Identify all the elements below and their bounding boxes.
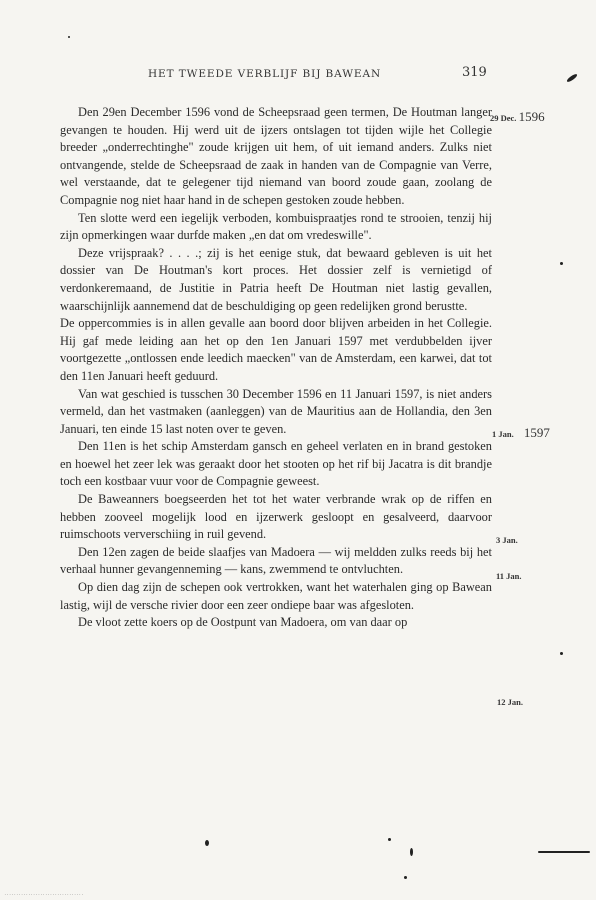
margin-note bbox=[492, 425, 550, 441]
paragraph: Deze vrijspraak? . . . .; zij is het eenige stuk, dat bewaard gebleven is uit het dossier van De Houtman's kort proces. Het dossier zelf is vernietigd of verdonkeremaand, de Justitie in Patria heeft De Houtman niet lastig gevallen, waarschijnlijk aannemend dat de beschuldiging op geen redelijken grond berustte. bbox=[60, 245, 492, 313]
ink-speck bbox=[560, 652, 563, 655]
margin-date: 29 Dec. bbox=[490, 113, 517, 123]
ink-speck bbox=[404, 876, 407, 879]
ink-speck bbox=[68, 36, 70, 38]
ink-speck bbox=[205, 840, 209, 846]
paragraph: Den 12en zagen de beide slaafjes van Madoera — wij meldden zulks reeds bij het verhaal hunner gevangenneming — kans, zwemmend te ontvluchten. bbox=[60, 544, 492, 577]
margin-date: 3 Jan. bbox=[496, 535, 518, 545]
margin-date: 11 Jan. bbox=[496, 571, 522, 581]
running-title: HET TWEEDE VERBLIJF BIJ BAWEAN bbox=[148, 68, 382, 80]
paragraph: Den 29en December 1596 vond de Scheepsraad geen termen, De Houtman langer gevangen te houden. Hij werd uit de ijzers ontslagen tot tijden wijle het Collegie breeder „onderrechtinghe" zoude krijgen uit hem, of uit iemand anders. Zulks niet ontvangende, stelde de Scheepsraad de zaak in handen van de Compagnie van Verre, wel verstaande, dat te gelegener tijd niemand van boord zoude gaan, zoolang de Compagnie nog niet haar hand in de schepen gestoken zoude hebben. bbox=[60, 105, 492, 207]
page-number: 319 bbox=[462, 65, 487, 80]
ink-speck bbox=[560, 262, 563, 265]
ink-speck bbox=[388, 838, 391, 841]
scan-stamp: ································· bbox=[4, 892, 84, 897]
running-head bbox=[0, 62, 596, 88]
paragraph: De Baweanners boegseerden het tot het water verbrande wrak op de riffen en hebben zooveel mogelijk lood en ijzerwerk gesloopt en gesalveerd, daarvoor ruimschoots ververschiing in ruil gevend. bbox=[60, 492, 492, 542]
paragraph: Den 11en is het schip Amsterdam gansch en geheel verlaten en in brand gestoken en hoewel het zeer lek was geraakt door het stooten op het rif bij Jacatra is dit brandje toch een kostbaar vuur voor de Compagnie geweest. bbox=[60, 439, 492, 489]
paragraph: De vloot zette koers op de Oostpunt van Madoera, om van daar op bbox=[78, 615, 408, 630]
margin-date: 12 Jan. bbox=[497, 697, 523, 707]
margin-year: 1597 bbox=[523, 425, 550, 440]
margin-note bbox=[497, 697, 523, 707]
paragraph: Ten slotte werd een iegelijk verboden, kombuispraatjes rond te strooien, tenzij hij zijn opmerkingen waar durfde maken „en dat om vredeswille". bbox=[60, 210, 492, 243]
margin-note bbox=[496, 535, 518, 545]
ink-speck bbox=[410, 848, 413, 856]
paragraph: Op dien dag zijn de schepen ook vertrokken, want het waterhalen ging op Bawean lastig, wijl de versche rivier door een zeer ondiepe baar was afgesloten. bbox=[60, 580, 492, 612]
paragraph: De oppercommies is in allen gevalle aan boord door blijven arbeiden in het Collegie. Hij gaf mede leiding aan het op den 1en Januari 1597 met verdubbelden ijver voortgezette „ontlossen ende leedich maecken" van de Amsterdam, een karwei, dat tot den 11en Januari heeft geduurd. bbox=[60, 316, 492, 383]
margin-note bbox=[490, 109, 545, 125]
margin-year: 1596 bbox=[518, 109, 545, 124]
margin-date: 1 Jan. bbox=[492, 429, 514, 439]
ink-dash bbox=[538, 851, 590, 853]
paragraph: Van wat geschied is tusschen 30 December 1596 en 11 Januari 1597, is niet anders vermeld, dan het vastmaken (aanleggen) van de Mauritius aan de Hollandia, den 3en Januari, ten einde 15 last noten over te geven. bbox=[60, 386, 492, 436]
body-text bbox=[60, 104, 492, 632]
margin-note bbox=[496, 571, 522, 581]
